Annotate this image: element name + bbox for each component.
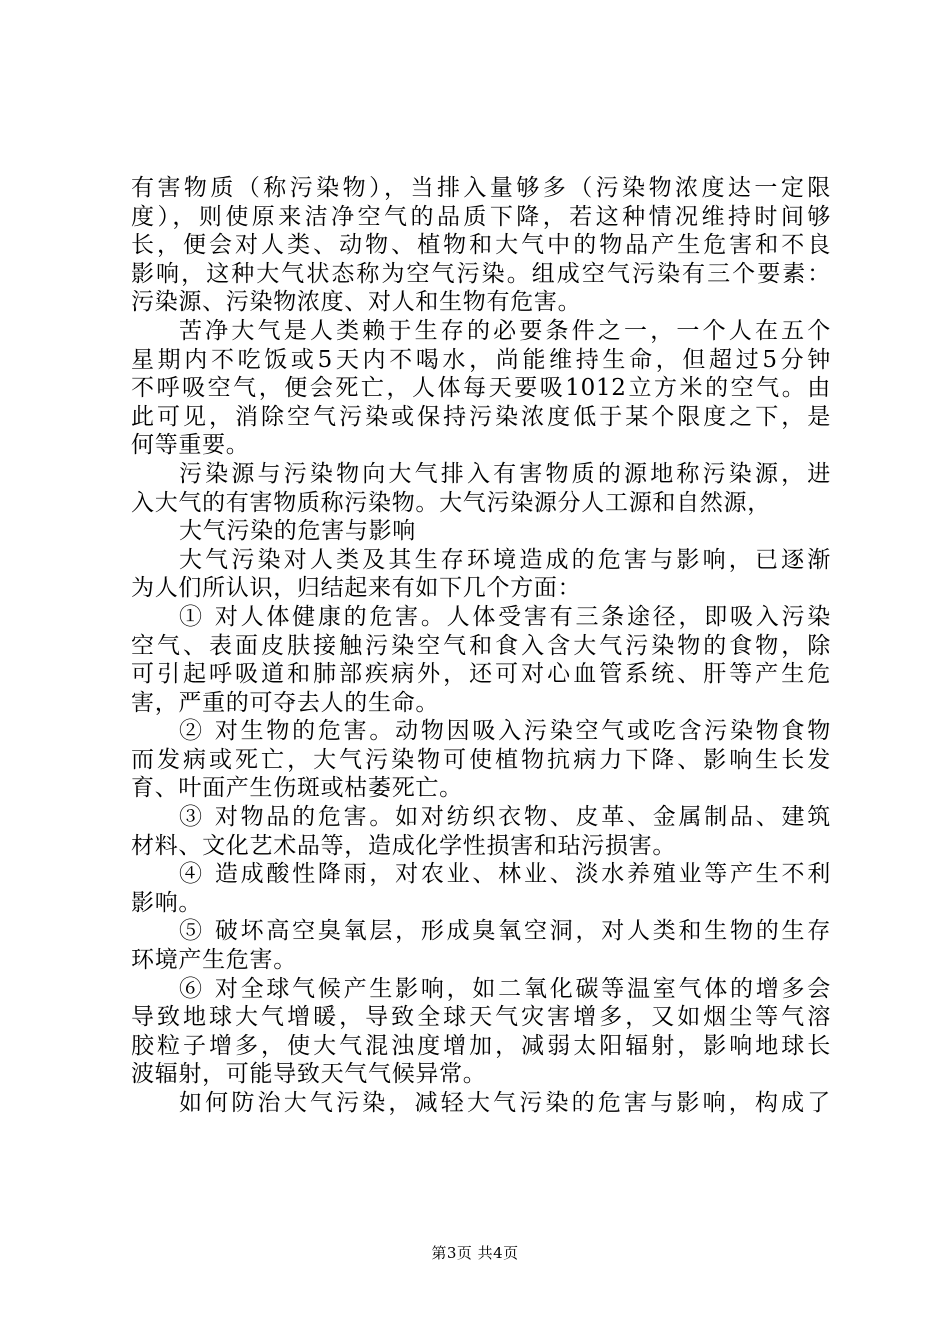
text-line: 而发病或死亡，大气污染物可使植物抗病力下降、影响生长发 — [131, 746, 831, 773]
text-line: 污染源与污染物向大气排入有害物质的源地称污染源，进 — [179, 460, 831, 487]
text-line: 可引起呼吸道和肺部疾病外，还可对心血管系统、肝等产生危 — [131, 661, 831, 688]
text-line: 污染源、污染物浓度、对人和生物有危害。 — [131, 289, 582, 316]
text-line: 空气、表面皮肤接触污染空气和食入含大气污染物的食物，除 — [131, 632, 831, 659]
text-line: 不呼吸空气，便会死亡，人体每天要吸1012立方米的空气。由 — [131, 375, 831, 402]
document-body — [131, 174, 831, 1118]
text-line: 环境产生危害。 — [131, 947, 297, 974]
text-line: 波辐射，可能导致天气气候异常。 — [131, 1061, 487, 1088]
text-line: ② 对生物的危害。动物因吸入污染空气或吃含污染物食物 — [179, 718, 831, 745]
text-line: ④ 造成酸性降雨，对农业、林业、淡水养殖业等产生不利 — [179, 861, 831, 888]
text-line: 星期内不吃饭或5天内不喝水，尚能维持生命，但超过5分钟 — [131, 346, 831, 373]
text-line: 何等重要。 — [131, 432, 250, 459]
text-line: 有害物质（称污染物），当排入量够多（污染物浓度达一定限 — [131, 175, 831, 201]
text-line: 影响。 — [131, 889, 203, 916]
text-line: 大气污染的危害与影响 — [179, 518, 416, 545]
text-line: 胶粒子增多，使大气混浊度增加，减弱太阳辐射，影响地球长 — [131, 1032, 831, 1059]
text-line: 度），则使原来洁净空气的品质下降，若这种情况维持时间够 — [131, 203, 831, 230]
text-line: 育、叶面产生伤斑或枯萎死亡。 — [131, 775, 463, 802]
text-line: 为人们所认识，归结起来有如下几个方面： — [131, 575, 582, 602]
text-line: 长，便会对人类、动物、植物和大气中的物品产生危害和不良 — [131, 232, 831, 259]
text-line: 大气污染对人类及其生存环境造成的危害与影响，已逐渐 — [179, 546, 831, 573]
text-line: 如何防治大气污染，减轻大气污染的危害与影响，构成了 — [179, 1090, 831, 1116]
text-line: 影响，这种大气状态称为空气污染。组成空气污染有三个要素： — [131, 260, 831, 287]
text-line: 此可见，消除空气污染或保持污染浓度低于某个限度之下，是 — [131, 403, 831, 430]
text-line: ③ 对物品的危害。如对纺织衣物、皮革、金属制品、建筑 — [179, 804, 831, 831]
text-line: 材料、文化艺术品等，造成化学性损害和玷污损害。 — [131, 832, 677, 859]
text-line: 入大气的有害物质称污染物。大气污染源分人工源和自然源， — [131, 489, 771, 516]
text-line: 苦净大气是人类赖于生存的必要条件之一，一个人在五个 — [179, 317, 831, 344]
text-line: ⑤ 破坏高空臭氧层，形成臭氧空洞，对人类和生物的生存 — [179, 918, 831, 945]
page-footer: 第3页 共4页 — [431, 1244, 519, 1262]
text-line: ⑥ 对全球气候产生影响，如二氧化碳等温室气体的增多会 — [179, 975, 831, 1002]
text-line: 害，严重的可夺去人的生命。 — [131, 689, 440, 716]
text-line: ① 对人体健康的危害。人体受害有三条途径，即吸入污染 — [179, 603, 831, 630]
text-line: 导致地球大气增暖，导致全球天气灾害增多，又如烟尘等气溶 — [131, 1004, 831, 1031]
